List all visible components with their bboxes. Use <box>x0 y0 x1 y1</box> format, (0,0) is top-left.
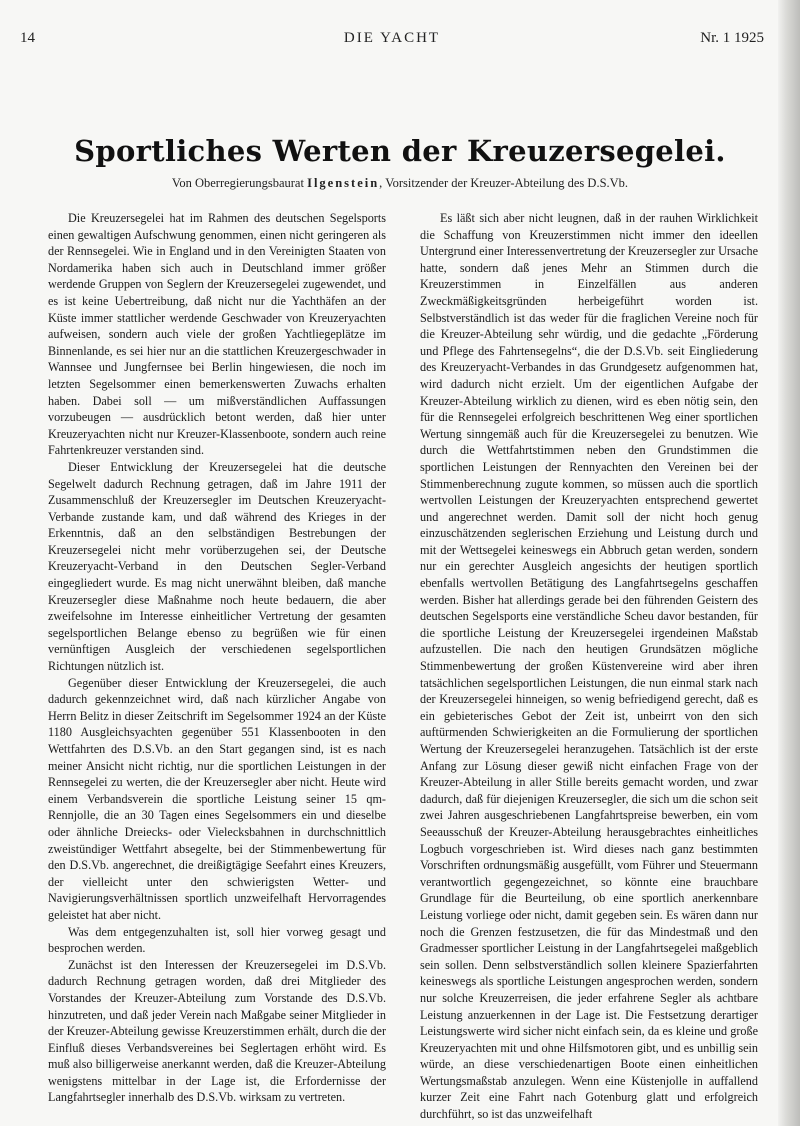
paragraph: Gegenüber dieser Entwicklung der Kreuzersegelei, die auch dadurch gekennzeichnet wird, daß nach kürzlicher Angabe von Herrn Belitz in dieser Zeitschrift im Segelsommer 1924 an der Küste 1180 Ausgleichsyachten gegenüber 551 Klassenbooten in den Wettfahrten des D.S.Vb. an den Start gegangen sind, ist es nach meiner Ansicht nicht richtig, nur die sportlichen Leistungen in der Rennsegelei zu werten, die der Kreuzersegler aber nicht. Heute wird einem Verbandsverein die sportliche Leistung seiner 15 qm-Rennjolle, die an 30 Tagen eines Segelsommers ein und dieselbe oder ähnliche Dreiecks- oder Vielecksbahnen in durchschnittlich zweistündiger Wettfahrt absegelte, bei der Stimmenbewertung für den D.S.Vb. angerechnet, die dreißigtägige Seefahrt eines Kreuzers, der vielleicht unter den schwierigsten Wetter- und Navigierungsverhältnissen sportlich unzweifelhaft Hervorragendes geleistet hat aber nicht. <box>48 675 386 922</box>
paragraph: Was dem entgegenzuhalten ist, soll hier vorweg gesagt und besprochen werden. <box>48 924 386 956</box>
article-byline <box>0 176 800 191</box>
paragraph: Die Kreuzersegelei hat im Rahmen des deutschen Segelsports einen gewaltigen Aufschwung genommen, einen nicht geringeren als der Rennsegelei. Wie in England und in den Vereinigten Staaten von Nordamerika haben sich auch in Deutschland immer größer werdende Gruppen von Seglern der Kreuzersegelei zugewendet, und es ist keine Uebertreibung, daß nicht nur die Yachthäfen an der Küste immer stattlicher werdende Geschwader von Kreuzeryachten aufweisen, sondern auch viele der großen Yachtliegeplätze im Binnenlande, es sei hier nur an die stattlichen Kreuzergeschwader in Wannsee und Jungfernsee bei Berlin hingewiesen, die noch im letzten Segelsommer einen bemerkenswerten Zuwachs erhalten haben. Dabei soll — um mißverständlichen Auffassungen vorzubeugen — ausdrücklich betont werden, daß hier unter Kreuzeryachten nicht nur Kreuzer-Klassenboote, sondern auch reine Fahrtenkreuzer verstanden sind. <box>48 211 386 458</box>
issue-number: Nr. 1 1925 <box>700 30 764 46</box>
paragraph: Zunächst ist den Interessen der Kreuzersegelei im D.S.Vb. dadurch Rechnung getragen worden, daß drei Mitglieder des Vorstandes der Kreuzer-Abteilung zum Vorstande des D.S.Vb. hinzutreten, und daß jeder Verein nach Maßgabe seiner Mitglieder in der Kreuzer-Abteilung gewisse Kreuzerstimmen erhält, durch die der Einfluß dieses Verbandsvereines bei Seglertagen erhöht wird. Es muß also billigerweise anerkannt werden, daß die Kreuzer-Abteilung wenigstens mittelbar in der Lage ist, die Erfordernisse der Langfahrtsegler innerhalb des D.S.Vb. wirksam zu vertreten. <box>48 957 386 1105</box>
left-column <box>48 210 386 1106</box>
right-column <box>420 210 758 1123</box>
paragraph: Es läßt sich aber nicht leugnen, daß in der rauhen Wirklichkeit die Schaffung von Kreuzerstimmen nicht immer den ideellen Untergrund einer Interessenvertretung der Kreuzersegler zur Ursache hatte, sondern daß jenes Mehr an Stimmen durch die Kreuzerstimmen in Einzelfällen aus anderen Zweckmäßigkeitsgründen herbeigeführt worden ist. Selbstverständlich ist das weder für die fraglichen Vereine noch für die Kreuzer-Abteilung sehr würdig, und die gedachte „Förderung und Pflege des Fahrtensegelns“, die der D.S.Vb. seit Eingliederung des Kreuzeryacht-Verbandes in das Grundgesetz aufgenommen hat, wird dadurch nicht erzielt. Um der eigentlichen Aufgabe der Kreuzer-Abteilung wirklich zu dienen, wird es eben nötig sein, den für die Rennsegelei erfolgreich beschrittenen Weg einer sportlichen Wertung sinngemäß auch für die Kreuzersegelei zu benutzen. Wie durch die Wettfahrtstimmen neben den Grundstimmen die sportlichen Leistungen der Rennyachten den Vereinen bei der Stimmenberechnung zugute kommen, so müssen auch die sportlich wertvollen Leistungen der Kreuzeryachten entsprechend gewertet und angerechnet werden. Damit soll der nicht hoch genug einzuschätzenden seglerischen Erziehung und Leistung durch und mit der Wettsegelei keineswegs ein Abbruch getan werden, sondern nur ein gerechter Ausgleich angesichts der heutigen sportlich ebenfalls wertvollen Betätigung des Langfahrtsegelns geschaffen werden. Bisher hat allerdings gerade bei den führenden Geistern des deutschen Segelsports eine verständliche Scheu davor bestanden, für die sportliche Leistung der Kreuzersegelei irgendeinen Maßstab aufzustellen. Die nach den heutigen Grundsätzen mögliche Stimmenbewertung der großen Küstenvereine wird aber ihren tatsächlichen segelsportlichen Leistungen, die nun einmal stark nach der Kreuzersegelei hinneigen, so wenig befriedigend gerecht, daß es ein gebieterisches Gebot der Zeit ist, unbeirrt von den sich auftürmenden Schwierigkeiten an die Formulierung der sportlichen Wertung der Kreuzersegelei heranzugehen. Tatsächlich ist der erste Anfang zur Lösung dieser gewiß nicht einfachen Frage von der Kreuzer-Abteilung in aller Stille bereits gemacht worden, und zwar dadurch, daß für diejenigen Kreuzersegler, die sich um die schon seit zwei Jahren ausgeschriebenen Langfahrtspreise bewerben, ein vom Seeausschuß der Kreuzer-Abteilung herausgebrachtes einheitliches Logbuch vorgeschrieben ist. Wird dieses nach ganz bestimmten Vorschriften ordnungsmäßig ausgefüllt, vom Führer und Steuermann verantwortlich gegengezeichnet, so könnte eine brauchbare Grundlage für die Beurteilung, ob eine sportlich anerkennbare Leistung vorliege oder nicht, damit gegeben sein. Es wären dann nur noch die Grenzen festzusetzen, die für das Mindestmaß und den Gradmesser sportlicher Leistung in der Langfahrtsegelei maßgeblich sein sollen. Denn selbstverständlich sollen kleinere Spazierfahrten keineswegs als sportliche Leistungen angesprochen werden, sondern nur solche Kreuzerreisen, die jeder erfahrene Segler als achtbare Leistung anzuerkennen in der Lage ist. Die Festsetzung derartiger Leistungswerte wird sicher nicht einfach sein, da es kleine und große Kreuzeryachten mit und ohne Hilfsmotoren gibt, und es unbillig sein würde, an diese verschiedenartigen Boote einen einheitlichen Wertungsmaßstab anzulegen. Wenn eine Küstenjolle in auffallend kurzer Zeit eine Fahrt nach Gotenburg glatt und erfolgreich durchführt, so ist das unzweifelhaft <box>420 211 758 1122</box>
byline-suffix: , Vorsitzender der Kreuzer-Abteilung des D.S.Vb. <box>379 176 629 190</box>
running-header <box>20 30 764 50</box>
paragraph: Dieser Entwicklung der Kreuzersegelei hat die deutsche Segelwelt dadurch Rechnung getragen, daß im Jahre 1911 der Zusammenschluß der Kreuzersegler im Deutschen Kreuzeryacht-Verbande zustande kam, und daß während des Krieges in der Erkenntnis, daß an den selbständigen Bestrebungen der Kreuzersegelei nicht mehr vorüberzugehen sei, der Deutsche Kreuzeryacht-Verband in den Deutschen Segler-Verband eingegliedert wurde. Es mag nicht unerwähnt bleiben, daß manche Kreuzersegler diese Maßnahme noch heute bedauern, die aber zweifelsohne im Interesse einheitlicher Vertretung der gesamten segelsportlichen Belange ebenso zu begrüßen wie für einen vernünftigen Ausgleich der verschiedenen segelsportlichen Richtungen nützlich ist. <box>48 459 386 674</box>
journal-title: DIE YACHT <box>343 30 441 46</box>
author-name: Ilgenstein <box>307 176 380 190</box>
byline-prefix: Von Oberregierungsbaurat <box>171 176 304 190</box>
page-number: 14 <box>20 30 35 46</box>
scan-page-edge <box>778 0 800 1126</box>
article-title: Sportliches Werten der Kreuzersegelei. <box>74 134 726 168</box>
